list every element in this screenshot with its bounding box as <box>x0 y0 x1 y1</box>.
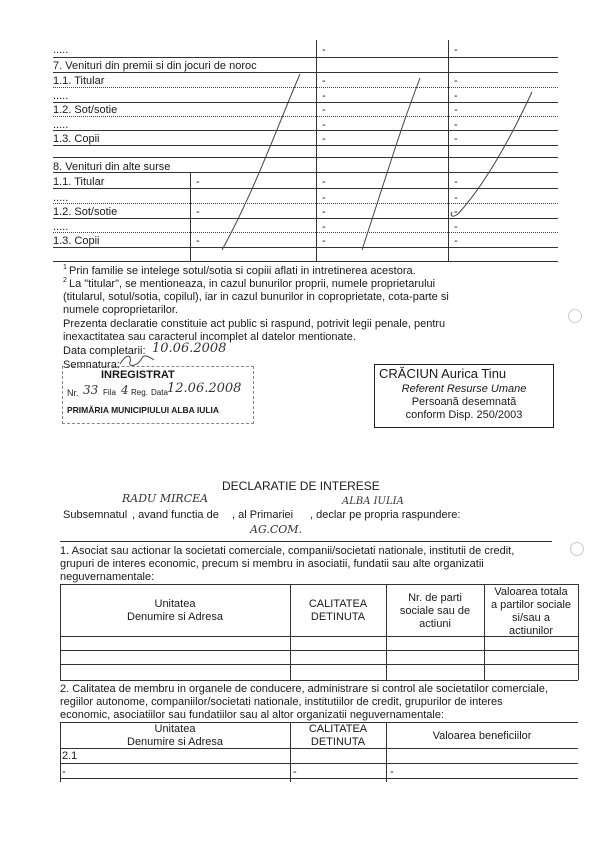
cell-dash: - <box>454 44 458 56</box>
cell-dash: - <box>454 133 458 145</box>
row-label: 1.1. Titular <box>53 176 105 188</box>
table-border <box>60 584 578 585</box>
cell-dash: - <box>196 235 200 247</box>
stamp-person-basis: conform Disp. 250/2003 <box>405 409 523 421</box>
date-label: Data completarii: <box>63 345 146 357</box>
section-1-text: neguvernamentale: <box>60 571 155 583</box>
table-border <box>578 584 579 680</box>
row-label: 2.1 <box>62 750 78 762</box>
col-header: Valoarea totala <box>494 586 568 598</box>
handwritten-city: ALBA IULIA <box>342 496 404 507</box>
subsemnat-label: Subsemnatul <box>63 509 128 521</box>
designated-person-stamp <box>374 364 554 428</box>
cell-dash: - <box>322 221 326 233</box>
col-header: DETINUTA <box>310 736 366 748</box>
handwritten-name: RADU MIRCEA <box>122 492 209 505</box>
cell-dash: - <box>454 119 458 131</box>
cell-dash: - <box>196 176 200 188</box>
row-label: 1.1. Titular <box>53 75 105 87</box>
stamp-nr-label: Nr. <box>67 388 79 398</box>
cell-dash: - <box>322 235 326 247</box>
statement-text: inexactitatea sau caracterul incomplet al datelor mentionate. <box>63 331 356 343</box>
cell-dash: - <box>322 206 326 218</box>
table-row-line <box>60 763 578 764</box>
row-divider <box>60 541 552 542</box>
stamp-nr-value: 33 <box>83 383 99 397</box>
punch-hole-mark <box>568 309 582 323</box>
cell-dash: - <box>454 90 458 102</box>
col-header: Unitatea <box>154 723 196 735</box>
cell-dash: - <box>454 75 458 87</box>
col-header: actiunilor <box>508 625 554 637</box>
cell-dash: - <box>322 90 326 102</box>
cell-dash: - <box>454 206 458 218</box>
row-label: - <box>62 766 66 778</box>
col-header: si/sau a <box>512 612 550 624</box>
cell-dash: - <box>322 176 326 188</box>
footnote-text: La "titular", se mentioneaza, in cazul bunurilor proprii, numele proprietarului <box>69 278 436 290</box>
table-row-line <box>60 748 578 749</box>
row-label: ..... <box>53 90 69 102</box>
col-header: sociale sau de <box>399 605 471 617</box>
cell-dash: - <box>390 766 394 778</box>
cell-dash: - <box>322 119 326 131</box>
section-1-text: grupuri de interes economic, precum si membru in asociatii, fundatii sau alte organizatii <box>60 558 484 570</box>
row-label: ..... <box>53 44 69 56</box>
footnote-marker: 2 <box>63 277 67 284</box>
stamp-fila-value: 4 <box>121 383 129 397</box>
section-1-text: 1. Asociat sau actionar la societati comerciale, companii/societati nationale, institutii de credit, <box>60 545 515 557</box>
stamp-person-designation: Persoană desemnată <box>411 396 517 408</box>
stamp-date-value: 12.06.2008 <box>167 381 242 396</box>
cell-dash: - <box>454 235 458 247</box>
stamp-person-name: CRĂCIUN Aurica Tinu <box>379 366 507 381</box>
cross-out-strokes <box>0 0 612 280</box>
declar-label: , declar pe propria raspundere: <box>310 509 461 521</box>
cell-dash: - <box>454 176 458 188</box>
row-label: ..... <box>53 221 69 233</box>
stamp-title: INREGISTRAT <box>101 369 175 381</box>
cell-dash: - <box>322 104 326 116</box>
cell-dash: - <box>322 75 326 87</box>
punch-hole-mark <box>570 542 584 556</box>
stamp-data-label: Data <box>151 388 168 397</box>
footnote-marker: 1 <box>63 264 67 271</box>
section-heading: 7. Venituri din premii si din jocuri de noroc <box>53 60 257 72</box>
row-label: 1.3. Copii <box>53 235 100 247</box>
row-label: 1.2. Sot/sotie <box>53 206 118 218</box>
signature-label: Semnatura: <box>63 359 120 371</box>
statement-text: Prezenta declaratie constituie act public si raspund, potrivit legii penale, pentru <box>63 318 446 330</box>
table-row-line <box>60 650 578 651</box>
section-2-text: regiilor autonome, companiilor/societati nationale, institutiilor de credit, grupurilor de interes <box>60 696 503 708</box>
row-label: ..... <box>53 192 69 204</box>
stamp-fila-label: Fila <box>103 388 116 397</box>
footnote-text: Prin familie se intelege sotul/sotia si copiii aflati in intretinerea acestora. <box>69 265 416 277</box>
page-title: DECLARATIE DE INTERESE <box>222 479 380 493</box>
cell-dash: - <box>196 206 200 218</box>
handwritten-role: AG.COM. <box>250 523 303 536</box>
stamp-person-role: Referent Resurse Umane <box>401 383 527 395</box>
footnote-text: (titularul, sotul/sotia, copilul), iar in cazul bunurilor in coproprietate, cota-parte si <box>63 291 449 303</box>
cell-dash: - <box>322 192 326 204</box>
section-2-text: economic, asociatiilor sau fundatiilor sau al altor organizatii neguvernamentale: <box>60 709 444 721</box>
col-header: Nr. de parti <box>408 592 462 604</box>
cell-dash: - <box>454 104 458 116</box>
primarie-label: , al Primariei <box>232 509 294 521</box>
table-row-line <box>60 778 578 779</box>
stamp-institution: PRIMĂRIA MUNICIPIULUI ALBA IULIA <box>67 405 220 415</box>
cell-dash: - <box>454 221 458 233</box>
col-header: Denumire si Adresa <box>127 611 223 623</box>
col-header: Unitatea <box>154 598 196 610</box>
footnote-text: numele coproprietarilor. <box>63 304 178 316</box>
col-header: CALITATEA <box>308 598 368 610</box>
date-value: 10.06.2008 <box>152 341 227 356</box>
functia-label: , avand functia de <box>132 509 219 521</box>
stamp-reg-label: Reg. <box>131 388 148 397</box>
table-row-line <box>60 664 578 665</box>
col-header: Denumire si Adresa <box>127 736 223 748</box>
col-header: actiuni <box>419 618 451 630</box>
col-header: CALITATEA <box>308 723 368 735</box>
cell-dash: - <box>322 44 326 56</box>
section-2-text: 2. Calitatea de membru in organele de conducere, administrare si control ale societatilor comerciale, <box>60 683 548 695</box>
section-heading: 8. Venituri din alte surse <box>53 161 171 173</box>
row-label: ..... <box>53 119 69 131</box>
row-label: 1.3. Copii <box>53 133 100 145</box>
col-header: Valoarea beneficiilor <box>432 730 532 742</box>
registration-stamp <box>62 366 254 424</box>
table-row-line <box>60 680 578 681</box>
cell-dash: - <box>293 766 297 778</box>
cell-dash: - <box>322 133 326 145</box>
col-header: a partilor sociale <box>490 599 572 611</box>
row-label: 1.2. Sot/sotie <box>53 104 118 116</box>
cell-dash: - <box>454 192 458 204</box>
col-header: DETINUTA <box>310 611 366 623</box>
